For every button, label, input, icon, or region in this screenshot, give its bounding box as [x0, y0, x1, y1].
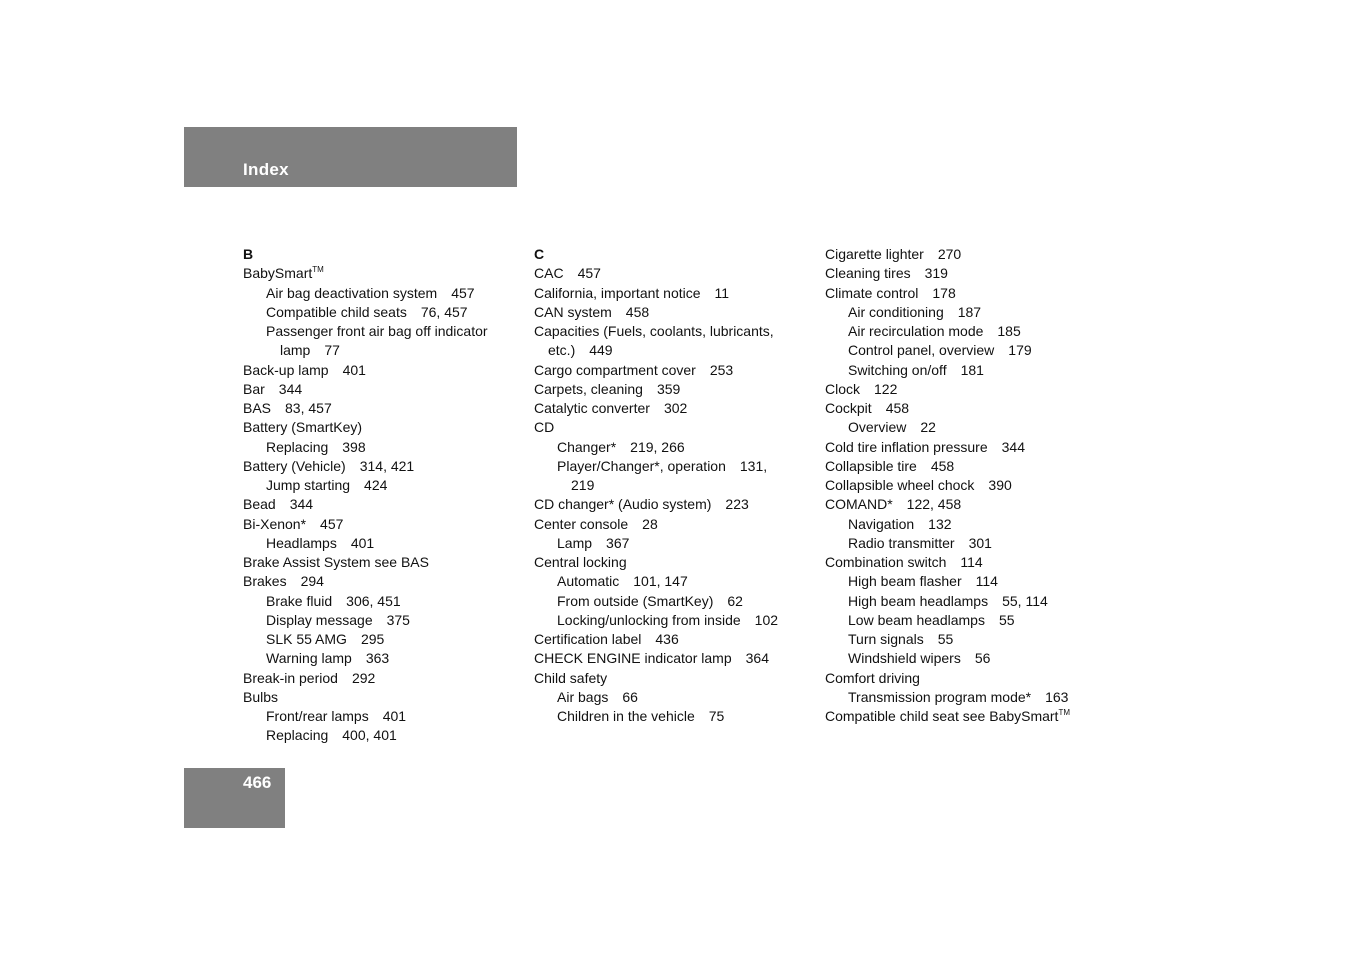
index-subentry	[534, 457, 819, 496]
page-reference: 401	[350, 534, 375, 551]
index-entry	[243, 495, 528, 514]
index-entry	[534, 380, 819, 399]
index-subentry	[534, 438, 819, 457]
entry-text: Brake fluid	[266, 592, 333, 609]
entry-text: Back-up lamp	[243, 361, 329, 378]
index-entry	[534, 303, 819, 322]
page-reference: 55	[998, 611, 1015, 628]
page-reference: 101, 147	[633, 573, 688, 590]
index-subentry	[243, 592, 528, 611]
index-entry	[534, 495, 819, 514]
index-column-1	[243, 245, 528, 746]
page-reference: 77	[324, 342, 340, 359]
index-subentry	[243, 438, 528, 457]
index-entry	[243, 361, 528, 380]
entry-text: Central locking	[534, 554, 627, 570]
entry-text: Brake Assist System see BAS	[243, 554, 429, 570]
index-subentry	[243, 322, 528, 361]
page-reference: 302	[663, 400, 688, 416]
entry-text: Lamp	[557, 534, 593, 551]
page-number-tab	[184, 768, 285, 828]
index-subentry	[825, 418, 1115, 437]
page-reference: 122	[874, 380, 898, 397]
entry-text: Break-in period	[243, 669, 338, 686]
index-subentry	[534, 688, 819, 707]
entry-text: Battery (SmartKey)	[243, 419, 363, 436]
index-subentry	[825, 361, 1115, 380]
index-entry	[534, 361, 819, 380]
index-entry	[825, 245, 1115, 264]
index-entry	[825, 669, 1115, 688]
entry-continuation	[534, 341, 819, 360]
index-subentry	[534, 707, 819, 726]
entry-text: Cold tire inflation pressure	[825, 438, 988, 455]
page-reference: 55	[937, 631, 954, 647]
page-reference: 457	[577, 265, 601, 282]
entry-text: CAC	[534, 265, 564, 282]
page-reference: 181	[960, 361, 984, 378]
section-header-tab	[184, 127, 517, 187]
entry-text: Catalytic converter	[534, 400, 650, 416]
index-letter-heading: B	[243, 246, 254, 262]
index-entry	[825, 380, 1115, 399]
entry-text: Compatible child seat see BabySmart	[825, 708, 1059, 724]
index-entry	[534, 669, 819, 688]
page-reference: 306, 451	[346, 592, 401, 609]
page-reference: 114	[960, 554, 983, 570]
page-reference: 66	[622, 688, 638, 705]
page-reference: 122, 458	[906, 496, 962, 513]
page-reference: 364	[745, 650, 769, 667]
page-reference: 359	[656, 380, 681, 397]
entry-text: Locking/unlocking from inside	[557, 611, 741, 628]
index-subentry	[534, 534, 819, 553]
index-letter-heading: C	[534, 246, 545, 262]
entry-text: Front/rear lamps	[266, 708, 369, 724]
trademark-superscript: TM	[312, 265, 324, 275]
index-subentry	[243, 726, 528, 745]
entry-text: Overview	[848, 419, 907, 436]
entry-text: Automatic	[557, 573, 620, 590]
entry-text: Collapsible tire	[825, 457, 917, 474]
entry-text: Capacities (Fuels, coolants, lubricants,	[534, 323, 774, 339]
index-subentry	[825, 592, 1115, 611]
index-entry	[243, 264, 528, 283]
index-subentry	[825, 534, 1115, 553]
page-reference: 253	[709, 361, 734, 378]
entry-continuation	[557, 476, 819, 495]
index-subentry	[243, 707, 528, 726]
page-reference: 219, 266	[630, 438, 685, 455]
trademark-superscript: TM	[1058, 708, 1071, 717]
index-entry	[825, 438, 1115, 457]
page-reference: 219	[571, 477, 595, 493]
page-reference: 163	[1045, 688, 1069, 705]
index-entry	[825, 284, 1115, 303]
entry-text: Changer*	[557, 438, 617, 455]
index-entry	[243, 457, 528, 476]
entry-text: CD changer* (Audio system)	[534, 496, 712, 513]
index-subentry	[825, 572, 1115, 591]
page-reference: 179	[1008, 342, 1032, 359]
entry-text: Headlamps	[266, 534, 337, 551]
index-entry	[534, 399, 819, 418]
entry-text: Transmission program mode*	[848, 688, 1032, 705]
entry-text: Turn signals	[848, 631, 924, 647]
page-reference: 270	[937, 246, 962, 262]
entry-text: COMAND*	[825, 496, 893, 513]
entry-text: Player/Changer*, operation	[557, 457, 726, 474]
page-reference: 292	[351, 669, 376, 686]
entry-text: Air conditioning	[848, 303, 944, 320]
entry-text: Comfort driving	[825, 669, 920, 686]
index-subentry	[243, 534, 528, 553]
page-reference: 401	[342, 361, 366, 378]
index-subentry	[534, 592, 819, 611]
index-entry	[825, 495, 1115, 514]
page-reference: 131,	[739, 457, 768, 474]
entry-text: Clock	[825, 380, 861, 397]
entry-text: BabySmart	[243, 265, 313, 282]
entry-text: Bi-Xenon*	[243, 515, 307, 532]
index-subentry	[243, 649, 528, 668]
index-entry	[243, 399, 528, 418]
page-reference: 56	[974, 650, 991, 667]
page-reference: 295	[360, 631, 385, 647]
index-entry	[825, 264, 1115, 283]
index-subentry	[825, 611, 1115, 630]
page-reference: 102	[754, 611, 779, 628]
entry-text: Low beam headlamps	[848, 611, 985, 628]
entry-text: CAN system	[534, 303, 612, 320]
index-entry	[243, 669, 528, 688]
entry-text: Cargo compartment cover	[534, 361, 696, 378]
index-entry	[534, 553, 819, 572]
entry-text: Combination switch	[825, 554, 947, 570]
entry-text: Replacing	[266, 438, 329, 455]
entry-text: Carpets, cleaning	[534, 380, 643, 397]
index-entry	[243, 553, 528, 572]
entry-text: Display message	[266, 611, 373, 628]
index-subentry	[825, 688, 1115, 707]
index-entry	[534, 418, 819, 437]
index-entry	[243, 515, 528, 534]
page-reference: 178	[932, 284, 956, 301]
entry-text: Bulbs	[243, 688, 279, 705]
page-reference: 458	[930, 457, 955, 474]
entry-text: Radio transmitter	[848, 534, 955, 551]
index-entry	[825, 457, 1115, 476]
index-subentry	[825, 322, 1115, 341]
entry-text: Brakes	[243, 573, 287, 590]
index-entry	[534, 649, 819, 668]
page-reference: 367	[606, 534, 630, 551]
page-reference: 301	[968, 534, 992, 551]
entry-text: Cigarette lighter	[825, 246, 924, 262]
page-reference: 401	[382, 708, 407, 724]
entry-text: Battery (Vehicle)	[243, 457, 346, 474]
page-reference: 114	[975, 573, 998, 590]
index-subentry	[243, 476, 528, 495]
page-reference: 344	[278, 380, 303, 397]
entry-text: Center console	[534, 515, 629, 532]
page-reference: 132	[928, 515, 952, 532]
page-reference: 449	[589, 342, 613, 359]
page-reference: 436	[655, 631, 679, 647]
index-subentry	[825, 515, 1115, 534]
index-subentry	[243, 611, 528, 630]
entry-text: High beam flasher	[848, 573, 962, 590]
page-reference: 83, 457	[285, 400, 332, 416]
index-subentry	[825, 303, 1115, 322]
index-subentry	[825, 341, 1115, 360]
entry-text: High beam headlamps	[848, 592, 989, 609]
page-reference: 344	[1001, 438, 1025, 455]
entry-continuation	[266, 341, 528, 360]
page-number: 466	[243, 773, 272, 792]
index-entry	[825, 399, 1115, 418]
index-entry	[825, 707, 1115, 726]
page-reference: 55, 114	[1002, 592, 1048, 609]
index-entry	[243, 380, 528, 399]
index-entry	[825, 553, 1115, 572]
index-entry	[243, 418, 528, 437]
page-reference: 11	[714, 284, 730, 301]
entry-text: Passenger front air bag off indicator	[266, 323, 488, 339]
page-reference: 424	[364, 477, 388, 493]
page-reference: 458	[885, 400, 910, 416]
entry-text: From outside (SmartKey)	[557, 592, 714, 609]
page-reference: 76, 457	[420, 303, 468, 320]
entry-text: California, important notice	[534, 284, 701, 301]
entry-text: Certification label	[534, 631, 642, 647]
page-reference: 187	[957, 303, 982, 320]
entry-text: Collapsible wheel chock	[825, 477, 975, 493]
entry-text: Switching on/off	[848, 361, 947, 378]
entry-text: Child safety	[534, 669, 608, 686]
page-reference: 319	[924, 265, 948, 282]
page-reference: 223	[725, 496, 749, 513]
page-reference: 28	[642, 515, 658, 532]
index-entry	[243, 572, 528, 591]
entry-text: Air bag deactivation system	[266, 284, 438, 301]
entry-text: CHECK ENGINE indicator lamp	[534, 650, 732, 667]
entry-text: Cleaning tires	[825, 265, 911, 282]
entry-text: Navigation	[848, 515, 915, 532]
page-reference: 398	[342, 438, 366, 455]
index-entry	[534, 284, 819, 303]
page-reference: 185	[997, 323, 1021, 339]
index-subentry	[243, 630, 528, 649]
page-reference: 22	[920, 419, 936, 436]
page-reference: 400, 401	[342, 727, 397, 744]
entry-text: Compatible child seats	[266, 303, 407, 320]
entry-text: Replacing	[266, 727, 329, 744]
entry-text: Windshield wipers	[848, 650, 961, 667]
entry-text: CD	[534, 419, 555, 436]
entry-text: Children in the vehicle	[557, 708, 695, 724]
index-column-3	[825, 245, 1115, 726]
entry-text: etc.)	[548, 342, 576, 359]
index-entry	[534, 515, 819, 534]
page-reference: 458	[625, 303, 650, 320]
section-title: Index	[243, 160, 289, 179]
entry-text: Warning lamp	[266, 650, 352, 667]
page-reference: 363	[365, 650, 390, 667]
index-entry	[825, 476, 1115, 495]
entry-text: BAS	[243, 400, 272, 416]
entry-text: Cockpit	[825, 400, 872, 416]
index-subentry	[825, 649, 1115, 668]
page-reference: 344	[289, 496, 314, 513]
page-reference: 294	[300, 573, 324, 590]
index-entry	[243, 688, 528, 707]
entry-text: Air bags	[557, 688, 609, 705]
entry-text: lamp	[280, 342, 311, 359]
page-reference: 457	[320, 515, 344, 532]
page-reference: 390	[988, 477, 1012, 493]
index-subentry	[243, 303, 528, 322]
page-reference: 314, 421	[359, 457, 415, 474]
index-entry	[534, 630, 819, 649]
entry-text: Bead	[243, 496, 276, 513]
page-reference: 75	[708, 708, 725, 724]
entry-text: Jump starting	[266, 477, 351, 493]
index-subentry	[534, 611, 819, 630]
entry-text: SLK 55 AMG	[266, 631, 347, 647]
entry-text: Climate control	[825, 284, 919, 301]
entry-text: Air recirculation mode	[848, 323, 984, 339]
page-reference: 375	[386, 611, 410, 628]
entry-text: Bar	[243, 380, 265, 397]
entry-text: Control panel, overview	[848, 342, 995, 359]
index-entry	[534, 264, 819, 283]
index-entry	[534, 322, 819, 361]
page-reference: 62	[727, 592, 743, 609]
index-column-2	[534, 245, 819, 726]
index-subentry	[534, 572, 819, 591]
index-subentry	[243, 284, 528, 303]
index-subentry	[825, 630, 1115, 649]
page-reference: 457	[451, 284, 475, 301]
